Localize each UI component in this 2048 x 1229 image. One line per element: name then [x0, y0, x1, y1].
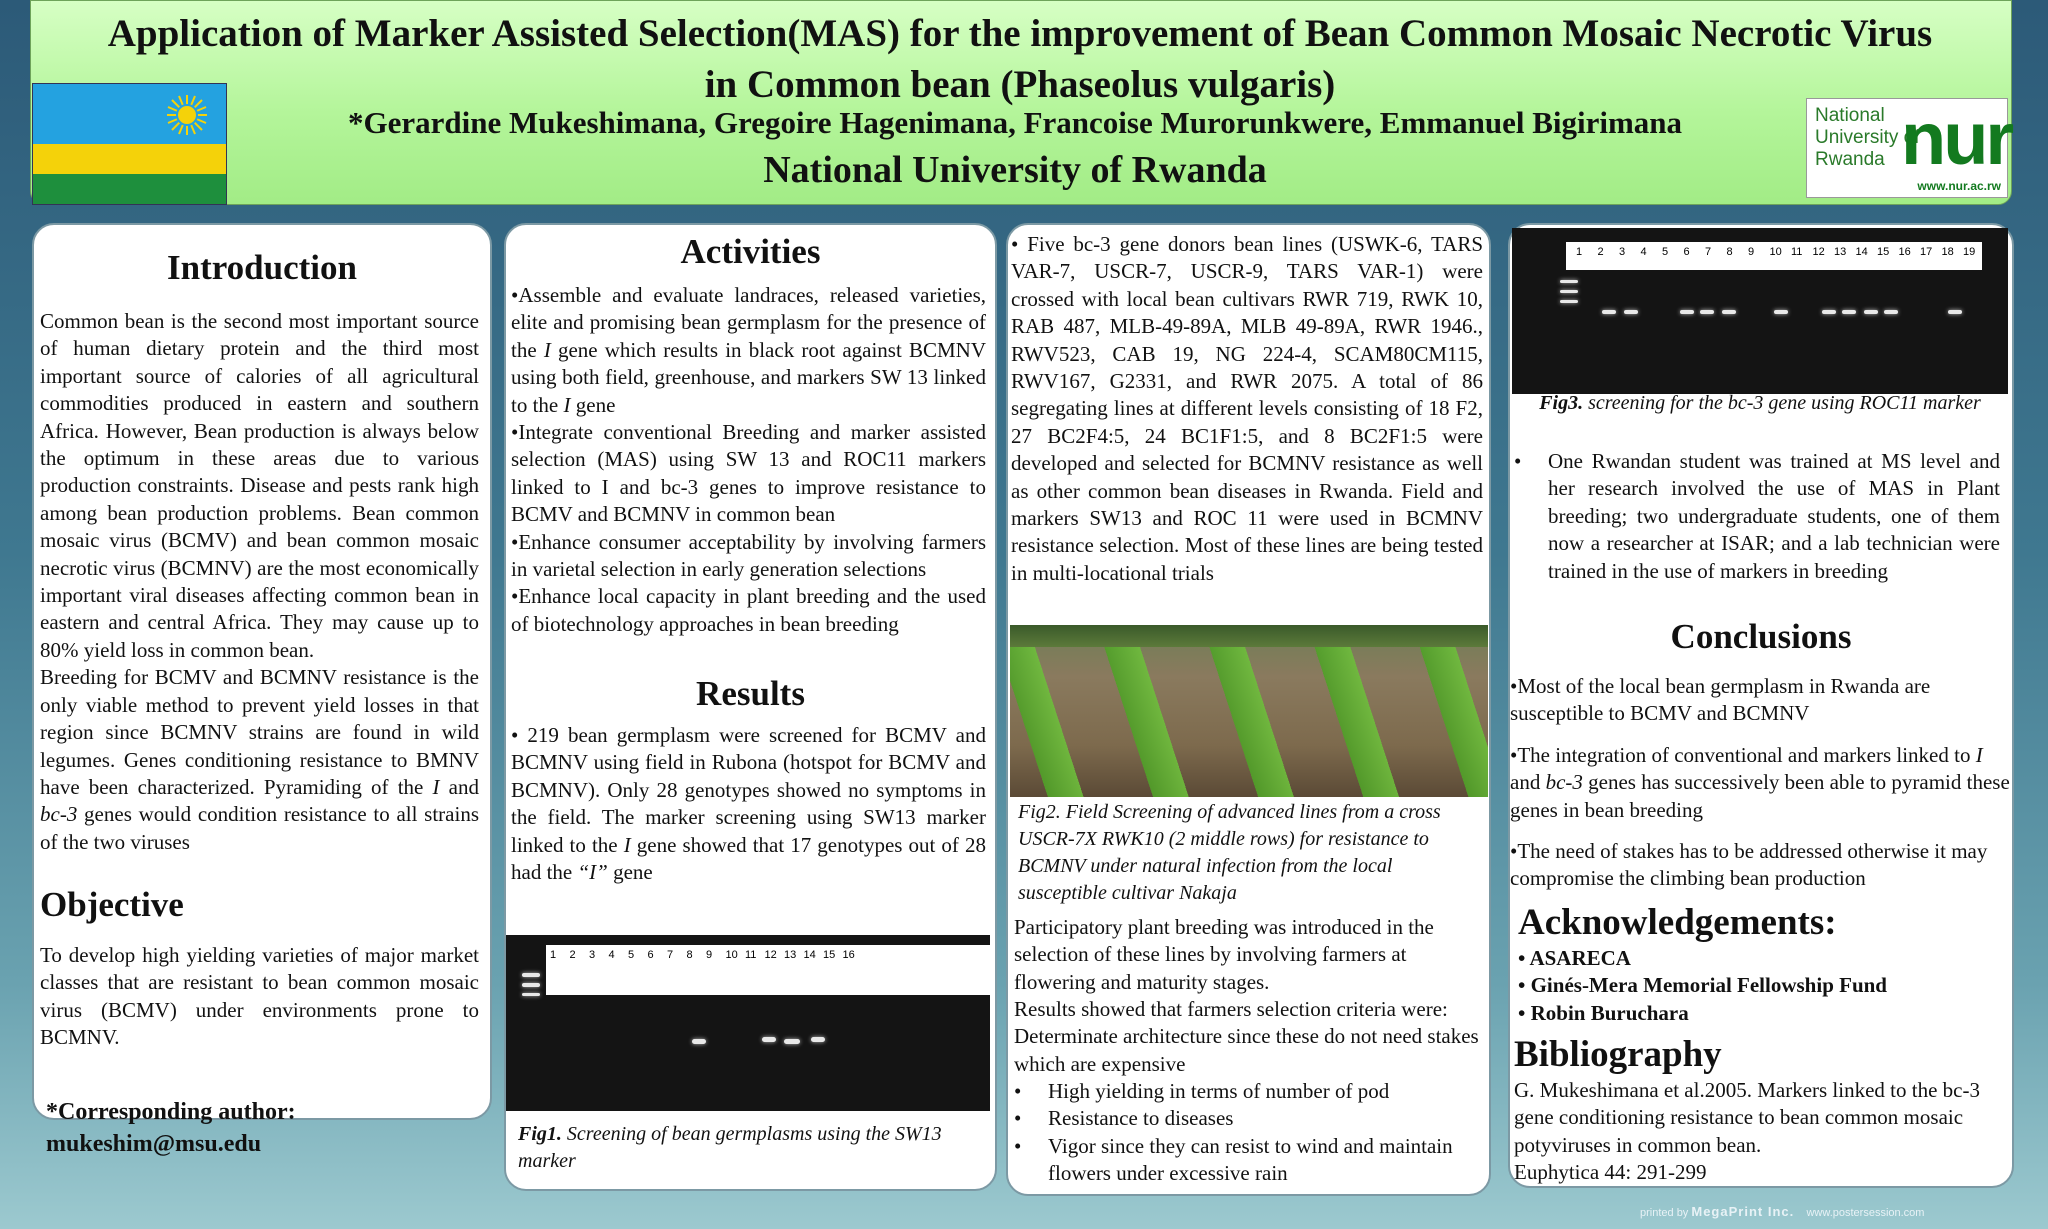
- gel-lane-label: 18: [1941, 246, 1954, 258]
- gel-lane-label: 1: [550, 949, 557, 961]
- crosses-text: • Five bc-3 gene donors bean lines (USWK-6, TARS VAR-7, USCR-7, USCR-9, TARS VAR-1) were crossed with local bean cultivars RWR 719, RWK 10, RAB 487, MLB-49-89A, MLB 49-89A, RWR 1946., RWV523, CAB 19, NG 224-4, SCAM80CM115, RWV167, G2331, and RWR 2075. A total of 86 segregating lines at different levels consisting of 18 F2, 27 BC2F4:5, 24 BC1F1:5, and 8 BC2F1:5 were developed and selected for BCMNV resistance as well as other common bean diseases in Rwanda. Field and markers SW13 and ROC 11 were used in BCMNV resistance selection. Most of these lines are being tested in multi-locational trials: [1011, 232, 1483, 585]
- acknowledgement-item: • Ginés-Mera Memorial Fellowship Fund: [1518, 973, 1887, 998]
- gel-lane-label: 1: [1576, 246, 1583, 258]
- corresponding-label: *Corresponding author:: [46, 1099, 296, 1125]
- gel-lane-label: 10: [725, 949, 738, 961]
- conclusions-text: [1510, 673, 2010, 893]
- corresponding-author: [46, 1096, 296, 1160]
- gel-lane-label: 16: [842, 949, 855, 961]
- printer-name: MegaPrint Inc.: [1691, 1204, 1795, 1219]
- gel-lane-label: 15: [823, 949, 836, 961]
- bibliography-heading: Bibliography: [1514, 1034, 1722, 1075]
- criteria-item: • Resistance to diseases: [1010, 1105, 1480, 1132]
- conclusion-3: •The need of stakes has to be addressed otherwise it may compromise the climbing bean production: [1510, 839, 1988, 891]
- corresponding-email[interactable]: mukeshim@msu.edu: [46, 1131, 262, 1157]
- logo-url: www.nur.ac.rw: [1917, 179, 2001, 193]
- gel-lane-label: 3: [1619, 246, 1626, 258]
- gel-lane-label: 7: [1705, 246, 1712, 258]
- training-item: • One Rwandan student was trained at MS level and her research involved the use of MAS in Plant breeding; two undergraduate students, one of them now a researcher at ISAR; and a lab technician were trained in the use of markers in breeding: [1510, 448, 2000, 585]
- fig2-caption: Fig2. Field Screening of advanced lines from a cross USCR-7X RWK10 (2 middle rows) for resistance to BCMNV under natural infection from the local susceptible cultivar Nakaja: [1018, 801, 1441, 904]
- logo-text: National University of Rwanda: [1815, 105, 1920, 170]
- acknowledgements-heading: Acknowledgements:: [1518, 902, 1837, 943]
- rwanda-flag-image: [32, 83, 227, 205]
- gel-lane-label: 14: [803, 949, 816, 961]
- gel-lane-label: 5: [628, 949, 635, 961]
- acknowledgement-item: • ASARECA: [1518, 946, 1631, 970]
- gel-lane-label: 7: [667, 949, 674, 961]
- activity-3: •Enhance consumer acceptability by involving farmers in varietal selection in early generation selections: [511, 529, 986, 582]
- gel-lane-label: 8: [686, 949, 693, 961]
- results-text: • 219 bean germplasm were screened for BCMV and BCMNV using field in Rubona (hotspot for BCMV and BCMNV). Only 28 genotypes showed no symptoms in the field. The marker screening using SW13 marker linked to the I gene showed that 17 genotypes out of 28 had the “I” gene: [511, 723, 986, 885]
- gel-lane-label: 11: [745, 949, 757, 961]
- logo-mark: nur: [1901, 97, 2012, 180]
- bibliography-text: [1514, 1077, 2004, 1187]
- fig3-caption: Fig3. screening for the bc-3 gene using ROC11 marker: [1539, 392, 1981, 414]
- criteria-item: • High yielding in terms of number of pod: [1010, 1078, 1480, 1105]
- gel-lane-label: 16: [1898, 246, 1911, 258]
- activities-text: [511, 282, 986, 638]
- gel-lane-label: 2: [1597, 246, 1604, 258]
- gel-lane-label: 13: [1834, 246, 1847, 258]
- gel-lane-label: 4: [1640, 246, 1647, 258]
- gel-lane-label: 10: [1769, 246, 1782, 258]
- affiliation: National University of Rwanda: [763, 149, 1267, 191]
- gel-lane-label: 12: [764, 949, 777, 961]
- sun-icon: [166, 94, 208, 136]
- gel-lane-label: 2: [569, 949, 576, 961]
- title-line-2: in Common bean (Phaseolus vulgaris): [704, 63, 1336, 106]
- activity-4: •Enhance local capacity in plant breeding and the used of biotechnology approaches in bean breeding: [511, 584, 986, 636]
- activity-2: •Integrate conventional Breeding and marker assisted selection (MAS) using SW 13 and ROC11 markers linked to I and bc-3 genes to improve resistance to BCMV and BCMNV in common bean: [511, 420, 986, 527]
- gel-lane-label: 9: [706, 949, 713, 961]
- poster-title: [40, 8, 2000, 110]
- gel-lane-label: 15: [1877, 246, 1890, 258]
- acknowledgement-item: • Robin Buruchara: [1518, 1000, 1689, 1025]
- gel-lane-label: 19: [1963, 246, 1976, 258]
- gel-lane-label: 6: [1683, 246, 1690, 258]
- gel-lane-label: 14: [1855, 246, 1868, 258]
- results-heading: Results: [696, 674, 805, 713]
- activity-1: •Assemble and evaluate landraces, released varieties, elite and promising bean germplasm for the presence of the I gene which results in black root against BCMNV using both field, greenhouse, and markers SW 13 linked to the I gene: [511, 283, 986, 417]
- criteria-item: • Vigor since they can resist to wind and maintain flowers under excessive rain: [1010, 1133, 1480, 1188]
- fig2-field-photo: [1010, 625, 1488, 797]
- gel-lane-label: 17: [1920, 246, 1933, 258]
- criteria-text: Results showed that farmers selection criteria were: Determinate architecture since these do not need stakes which are expensive: [1014, 997, 1479, 1076]
- objective-heading: Objective: [40, 885, 184, 924]
- title-line-1: Application of Marker Assisted Selection(MAS) for the improvement of Bean Common Mosaic Necrotic Virus: [107, 12, 1933, 55]
- gel-lane-label: 8: [1726, 246, 1733, 258]
- criteria-list: [1010, 1078, 1480, 1188]
- fig1-caption: Fig1. Screening of bean germplasms using the SW13 marker: [518, 1123, 942, 1172]
- introduction-paragraph-1: Common bean is the second most important source of human dietary protein and the third most important source of calories of all agricultural commodities produced in eastern and southern Africa. However, Bean production is always below the optimum in these areas due to various production constraints. Disease and pests rank high among bean production problems. Bean common mosaic virus (BCMV) and bean common mosaic necrotic virus (BCMNV) are the most economically important viral diseases affecting common bean in eastern and central Africa. They may cause up to 80% yield loss in common bean.: [40, 309, 479, 662]
- conclusion-1: •Most of the local bean germplasm in Rwanda are susceptible to BCMV and BCMNV: [1510, 674, 1931, 726]
- conclusion-2: •The integration of conventional and markers linked to I and bc-3 genes has successively been able to pyramid these genes in bean breeding: [1510, 742, 2010, 822]
- university-logo: [1806, 97, 2012, 198]
- objective-text: To develop high yielding varieties of major market classes that are resistant to bean common mosaic virus (BCMV) under environments prone to BCMNV.: [40, 943, 479, 1050]
- gel-lane-label: 13: [784, 949, 797, 961]
- authors: *Gerardine Mukeshimana, Gregoire Hagenimana, Francoise Murorunkwere, Emmanuel Bigirimana: [347, 105, 1683, 140]
- activities-heading: Activities: [680, 232, 821, 271]
- printer-credit: printed by MegaPrint Inc. www.postersession.com: [1640, 1204, 1925, 1219]
- fig1-gel-image: [506, 935, 990, 1111]
- printer-url[interactable]: www.postersession.com: [1806, 1207, 1925, 1219]
- bibliography-reference: G. Mukeshimana et al.2005. Markers linked to the bc-3 gene conditioning resistance to bean common mosaic potyviruses in common bean.: [1514, 1078, 1980, 1157]
- ppb-text: Participatory plant breeding was introduced in the selection of these lines by involving farmers at flowering and maturity stages.: [1014, 915, 1434, 994]
- introduction-paragraph-2: Breeding for BCMV and BCMNV resistance is the only viable method to prevent yield losses in that region since BCMNV strains are found in wild legumes. Genes conditioning resistance to BMNV have been characterized. Pyramiding of the I and bc-3 genes would condition resistance to all strains of the two viruses: [40, 665, 479, 854]
- gel-lane-label: 3: [589, 949, 596, 961]
- gel-lane-label: 12: [1812, 246, 1825, 258]
- introduction-heading: Introduction: [167, 248, 357, 287]
- gel-lane-label: 4: [608, 949, 615, 961]
- training-list: [1510, 448, 2000, 585]
- introduction-text: [40, 308, 479, 856]
- gel-lane-label: 6: [647, 949, 654, 961]
- acknowledgements-list: [1518, 945, 1887, 1027]
- bibliography-journal: Euphytica 44: 291-299: [1514, 1160, 1707, 1185]
- gel-lane-label: 11: [1791, 246, 1803, 258]
- fig3-gel-image: [1512, 228, 2008, 394]
- gel-lane-label: 9: [1748, 246, 1755, 258]
- conclusions-heading: Conclusions: [1670, 617, 1852, 656]
- gel-lane-label: 5: [1662, 246, 1669, 258]
